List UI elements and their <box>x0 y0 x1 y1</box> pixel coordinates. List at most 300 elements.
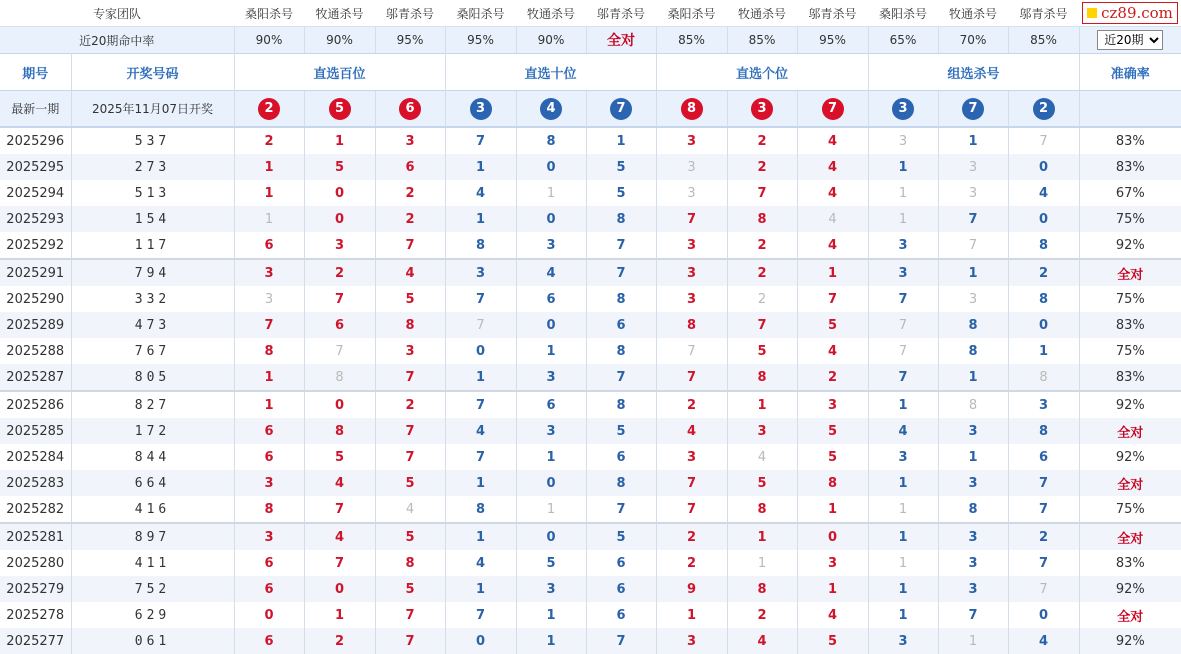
kill-cell: 7 <box>445 602 516 628</box>
expert-name: 牧通杀号 <box>516 0 586 27</box>
kill-cell: 8 <box>586 206 656 232</box>
accuracy-cell: 75% <box>1079 496 1181 523</box>
kill-cell: 2 <box>797 364 868 391</box>
kill-cell: 7 <box>656 496 727 523</box>
accuracy-cell: 67% <box>1079 180 1181 206</box>
kill-cell: 4 <box>797 206 868 232</box>
expert-name: 牧通杀号 <box>938 0 1008 27</box>
kill-cell: 3 <box>656 232 727 259</box>
draw-cell: 273 <box>71 154 234 180</box>
kill-cell: 1 <box>938 259 1008 286</box>
kill-cell: 7 <box>304 338 375 364</box>
hit-rate: 90% <box>516 27 586 54</box>
hit-rate: 90% <box>304 27 375 54</box>
expert-name: 桑阳杀号 <box>234 0 304 27</box>
kill-cell: 7 <box>586 496 656 523</box>
hit-rate: 70% <box>938 27 1008 54</box>
accuracy-cell: 83% <box>1079 364 1181 391</box>
period-cell: 2025282 <box>6 501 65 517</box>
accuracy-cell: 92% <box>1079 576 1181 602</box>
kill-cell: 5 <box>797 312 868 338</box>
kill-cell: 1 <box>445 206 516 232</box>
table-row <box>0 444 1181 470</box>
kill-cell: 1 <box>445 364 516 391</box>
table-row <box>0 523 1181 550</box>
kill-cell: 8 <box>938 391 1008 418</box>
kill-cell: 6 <box>516 286 586 312</box>
accuracy-cell: 75% <box>1079 286 1181 312</box>
kill-cell: 3 <box>656 444 727 470</box>
kill-cell: 4 <box>797 180 868 206</box>
kill-cell: 1 <box>938 364 1008 391</box>
latest-accuracy-empty <box>1079 91 1181 128</box>
period-cell: 2025280 <box>6 555 65 571</box>
kill-cell: 6 <box>516 391 586 418</box>
kill-cell: 7 <box>586 628 656 654</box>
kill-cell: 2 <box>727 259 797 286</box>
kill-cell: 3 <box>868 127 938 154</box>
kill-cell: 4 <box>304 470 375 496</box>
kill-cell: 2 <box>375 206 445 232</box>
latest-ball: 4 <box>540 98 562 120</box>
kill-cell: 1 <box>868 180 938 206</box>
kill-cell: 8 <box>797 470 868 496</box>
kill-cell: 7 <box>938 232 1008 259</box>
kill-cell: 7 <box>586 259 656 286</box>
kill-cell: 9 <box>656 576 727 602</box>
kill-cell: 4 <box>797 232 868 259</box>
draw-cell: 794 <box>71 259 234 286</box>
latest-ball: 2 <box>258 98 280 120</box>
draw-cell: 629 <box>71 602 234 628</box>
expert-name: 桑阳杀号 <box>656 0 727 27</box>
kill-cell: 7 <box>868 364 938 391</box>
kill-cell: 3 <box>938 550 1008 576</box>
period-range-select[interactable] <box>1097 30 1163 50</box>
kill-cell: 6 <box>234 628 304 654</box>
period-cell: 2025285 <box>0 418 71 444</box>
period-cell: 2025284 <box>6 449 65 465</box>
kill-cell: 6 <box>1008 444 1079 470</box>
kill-cell: 5 <box>586 180 656 206</box>
kill-cell: 4 <box>797 338 868 364</box>
kill-cell: 6 <box>586 550 656 576</box>
kill-cell: 1 <box>445 470 516 496</box>
kill-cell: 8 <box>727 576 797 602</box>
kill-cell: 4 <box>727 444 797 470</box>
expert-name: 桑阳杀号 <box>868 0 938 27</box>
accuracy-cell: 全对 <box>1079 602 1181 628</box>
expert-name: 桑阳杀号 <box>445 0 516 27</box>
kill-cell: 7 <box>727 312 797 338</box>
kill-cell: 8 <box>375 550 445 576</box>
kill-cell: 0 <box>445 628 516 654</box>
accuracy-cell: 83% <box>1079 312 1181 338</box>
kill-cell: 1 <box>234 206 304 232</box>
kill-cell: 4 <box>516 259 586 286</box>
expert-name: 邬青杀号 <box>586 0 656 27</box>
accuracy-cell: 全对 <box>1079 523 1181 550</box>
kill-cell: 8 <box>1008 286 1079 312</box>
kill-cell: 1 <box>234 180 304 206</box>
group-hundreds: 直选百位 <box>234 54 445 91</box>
latest-ball: 3 <box>892 98 914 120</box>
kill-cell: 8 <box>234 338 304 364</box>
kill-cell: 7 <box>656 338 727 364</box>
latest-date: 2025年11月07日开奖 <box>71 91 234 128</box>
kill-cell: 1 <box>445 154 516 180</box>
kill-cell: 1 <box>797 576 868 602</box>
kill-cell: 4 <box>304 523 375 550</box>
draw-cell: 172 <box>71 418 234 444</box>
period-cell: 2025295 <box>0 154 71 180</box>
kill-cell: 6 <box>586 602 656 628</box>
latest-ball: 7 <box>822 98 844 120</box>
table-row <box>0 602 1181 628</box>
col-period: 期号 <box>0 54 71 91</box>
kill-cell: 4 <box>1008 628 1079 654</box>
col-accuracy: 准确率 <box>1079 54 1181 91</box>
kill-cell: 2 <box>727 602 797 628</box>
kill-cell: 3 <box>868 444 938 470</box>
latest-ball: 3 <box>470 98 492 120</box>
kill-cell: 8 <box>234 496 304 523</box>
kill-cell: 1 <box>727 391 797 418</box>
draw-cell: 411 <box>71 550 234 576</box>
kill-cell: 1 <box>868 550 938 576</box>
kill-cell: 4 <box>868 418 938 444</box>
kill-cell: 3 <box>656 127 727 154</box>
hit-rate: 95% <box>445 27 516 54</box>
kill-cell: 0 <box>1008 206 1079 232</box>
kill-cell: 3 <box>868 232 938 259</box>
period-cell: 2025279 <box>0 576 71 602</box>
kill-cell: 3 <box>938 154 1008 180</box>
kill-cell: 7 <box>445 127 516 154</box>
kill-cell: 7 <box>868 338 938 364</box>
kill-cell: 8 <box>938 338 1008 364</box>
kill-cell: 8 <box>727 496 797 523</box>
kill-cell: 4 <box>375 496 445 523</box>
kill-cell: 3 <box>656 286 727 312</box>
kill-cell: 2 <box>375 391 445 418</box>
kill-cell: 8 <box>445 496 516 523</box>
kill-cell: 3 <box>234 286 304 312</box>
kill-cell: 0 <box>304 391 375 418</box>
logo-cell <box>1079 0 1181 27</box>
kill-cell: 7 <box>656 206 727 232</box>
kill-cell: 1 <box>868 391 938 418</box>
kill-cell: 1 <box>938 127 1008 154</box>
kill-cell: 0 <box>1008 154 1079 180</box>
team-label: 专家团队 <box>0 0 234 27</box>
kill-cell: 0 <box>516 154 586 180</box>
table-row <box>0 232 1181 259</box>
period-cell: 2025278 <box>6 607 65 623</box>
kill-cell: 1 <box>304 127 375 154</box>
kill-cell: 5 <box>375 576 445 602</box>
expert-name: 牧通杀号 <box>304 0 375 27</box>
kill-cell: 0 <box>797 523 868 550</box>
expert-name: 邬青杀号 <box>1008 0 1079 27</box>
kill-cell: 5 <box>586 154 656 180</box>
kill-cell: 0 <box>516 206 586 232</box>
kill-cell: 0 <box>516 523 586 550</box>
kill-cell: 3 <box>938 418 1008 444</box>
kill-cell: 7 <box>445 391 516 418</box>
latest-ball: 5 <box>329 98 351 120</box>
kill-cell: 4 <box>797 154 868 180</box>
hit-rate-label: 近20期命中率 <box>0 27 234 54</box>
kill-cell: 2 <box>1008 259 1079 286</box>
period-cell: 2025277 <box>0 628 71 654</box>
kill-cell: 6 <box>234 418 304 444</box>
kill-cell: 3 <box>656 154 727 180</box>
kill-cell: 3 <box>938 523 1008 550</box>
kill-cell: 3 <box>445 259 516 286</box>
period-cell: 2025283 <box>0 470 71 496</box>
kill-cell: 3 <box>234 523 304 550</box>
kill-cell: 3 <box>938 286 1008 312</box>
table-row <box>0 550 1181 576</box>
expert-name: 邬青杀号 <box>375 0 445 27</box>
period-cell: 2025288 <box>6 343 65 359</box>
accuracy-cell: 92% <box>1079 232 1181 259</box>
kill-cell: 3 <box>868 259 938 286</box>
kill-cell: 3 <box>234 470 304 496</box>
kill-cell: 3 <box>727 418 797 444</box>
kill-cell: 2 <box>304 628 375 654</box>
history-rows <box>0 127 1181 654</box>
kill-cell: 3 <box>516 418 586 444</box>
kill-cell: 2 <box>727 286 797 312</box>
draw-cell: 416 <box>71 496 234 523</box>
kill-cell: 3 <box>516 576 586 602</box>
kill-cell: 5 <box>375 523 445 550</box>
kill-cell: 7 <box>656 470 727 496</box>
kill-cell: 2 <box>656 391 727 418</box>
draw-cell: 664 <box>71 470 234 496</box>
kill-cell: 7 <box>375 418 445 444</box>
kill-cell: 8 <box>586 338 656 364</box>
draw-cell: 537 <box>71 127 234 154</box>
kill-cell: 1 <box>516 180 586 206</box>
kill-cell: 8 <box>1008 232 1079 259</box>
kill-cell: 2 <box>656 523 727 550</box>
kill-cell: 6 <box>234 444 304 470</box>
latest-ball: 8 <box>681 98 703 120</box>
kill-cell: 2 <box>1008 523 1079 550</box>
period-cell: 2025289 <box>0 312 71 338</box>
kill-cell: 3 <box>656 259 727 286</box>
kill-cell: 0 <box>234 602 304 628</box>
kill-cell: 8 <box>586 391 656 418</box>
kill-cell: 3 <box>868 628 938 654</box>
kill-cell: 7 <box>586 232 656 259</box>
kill-cell: 5 <box>586 523 656 550</box>
expert-header-row <box>0 0 1181 27</box>
kill-cell: 1 <box>727 550 797 576</box>
latest-ball: 3 <box>751 98 773 120</box>
kill-cell: 1 <box>727 523 797 550</box>
accuracy-cell: 83% <box>1079 127 1181 154</box>
kill-cell: 0 <box>304 576 375 602</box>
accuracy-cell: 75% <box>1079 338 1181 364</box>
kill-cell: 8 <box>938 312 1008 338</box>
kill-cell: 7 <box>375 364 445 391</box>
kill-cell: 5 <box>797 444 868 470</box>
kill-cell: 1 <box>516 602 586 628</box>
draw-cell: 805 <box>71 364 234 391</box>
accuracy-cell: 92% <box>1079 444 1181 470</box>
kill-cell: 5 <box>797 628 868 654</box>
kill-cell: 6 <box>234 232 304 259</box>
kill-cell: 8 <box>1008 418 1079 444</box>
table-row <box>0 628 1181 654</box>
col-draw: 开奖号码 <box>71 54 234 91</box>
draw-cell: 332 <box>71 286 234 312</box>
kill-cell: 7 <box>445 286 516 312</box>
table-row <box>0 180 1181 206</box>
period-select-cell <box>1079 27 1181 54</box>
kill-cell: 4 <box>445 418 516 444</box>
kill-cell: 1 <box>1008 338 1079 364</box>
draw-cell: 897 <box>71 523 234 550</box>
kill-cell: 1 <box>868 523 938 550</box>
kill-cell: 3 <box>797 391 868 418</box>
draw-cell: 827 <box>71 391 234 418</box>
kill-cell: 1 <box>234 364 304 391</box>
kill-cell: 4 <box>1008 180 1079 206</box>
kill-cell: 2 <box>727 127 797 154</box>
kill-cell: 8 <box>516 127 586 154</box>
site-logo[interactable] <box>1082 2 1178 24</box>
kill-cell: 1 <box>868 470 938 496</box>
accuracy-cell: 83% <box>1079 154 1181 180</box>
draw-cell: 767 <box>71 338 234 364</box>
kill-cell: 1 <box>797 496 868 523</box>
latest-ball: 6 <box>399 98 421 120</box>
kill-cell: 5 <box>304 444 375 470</box>
kill-cell: 7 <box>375 444 445 470</box>
kill-cell: 1 <box>868 576 938 602</box>
kill-cell: 0 <box>304 180 375 206</box>
group-units: 直选个位 <box>656 54 868 91</box>
kill-cell: 3 <box>516 232 586 259</box>
draw-cell: 752 <box>71 576 234 602</box>
kill-cell: 1 <box>938 628 1008 654</box>
kill-cell: 6 <box>234 550 304 576</box>
kill-cell: 1 <box>516 496 586 523</box>
kill-cell: 8 <box>938 496 1008 523</box>
hit-rate-row <box>0 27 1181 54</box>
kill-cell: 5 <box>375 286 445 312</box>
kill-cell: 7 <box>1008 127 1079 154</box>
table-row <box>0 576 1181 602</box>
kill-cell: 1 <box>868 496 938 523</box>
kill-cell: 5 <box>375 470 445 496</box>
kill-cell: 1 <box>516 628 586 654</box>
kill-cell: 0 <box>445 338 516 364</box>
kill-cell: 7 <box>304 286 375 312</box>
kill-cell: 7 <box>868 312 938 338</box>
kill-cell: 1 <box>445 523 516 550</box>
accuracy-cell: 全对 <box>1079 418 1181 444</box>
table-row <box>0 127 1181 154</box>
kill-cell: 1 <box>516 338 586 364</box>
kill-cell: 3 <box>516 364 586 391</box>
kill-cell: 2 <box>727 232 797 259</box>
latest-ball: 2 <box>1033 98 1055 120</box>
kill-cell: 7 <box>797 286 868 312</box>
kill-cell: 3 <box>797 550 868 576</box>
kill-cell: 5 <box>727 338 797 364</box>
kill-cell: 8 <box>1008 364 1079 391</box>
latest-row <box>0 91 1181 128</box>
kill-cell: 7 <box>375 602 445 628</box>
period-cell: 2025291 <box>0 259 71 286</box>
accuracy-cell: 全对 <box>1079 259 1181 286</box>
kill-cell: 0 <box>516 470 586 496</box>
hit-rate: 85% <box>656 27 727 54</box>
kill-cell: 7 <box>304 550 375 576</box>
draw-cell: 061 <box>71 628 234 654</box>
kill-cell: 1 <box>938 444 1008 470</box>
kill-cell: 7 <box>1008 576 1079 602</box>
kill-cell: 7 <box>1008 496 1079 523</box>
table-row <box>0 470 1181 496</box>
draw-cell: 473 <box>71 312 234 338</box>
kill-cell: 7 <box>445 444 516 470</box>
kill-cell: 8 <box>375 312 445 338</box>
kill-cell: 7 <box>375 232 445 259</box>
kill-cell: 8 <box>586 470 656 496</box>
kill-cell: 8 <box>304 418 375 444</box>
kill-cell: 2 <box>375 180 445 206</box>
kill-cell: 8 <box>727 364 797 391</box>
kill-cell: 7 <box>938 602 1008 628</box>
period-cell: 2025293 <box>0 206 71 232</box>
kill-cell: 5 <box>304 154 375 180</box>
kill-cell: 4 <box>727 628 797 654</box>
kill-cell: 6 <box>586 576 656 602</box>
kill-cell: 4 <box>656 418 727 444</box>
kill-cell: 1 <box>868 154 938 180</box>
kill-cell: 3 <box>304 232 375 259</box>
kill-cell: 7 <box>1008 470 1079 496</box>
latest-ball: 7 <box>610 98 632 120</box>
hit-rate: 65% <box>868 27 938 54</box>
hit-rate: 全对 <box>586 27 656 54</box>
kill-cell: 1 <box>516 444 586 470</box>
kill-cell: 1 <box>234 391 304 418</box>
kill-cell: 2 <box>234 127 304 154</box>
hit-rate: 95% <box>375 27 445 54</box>
table-row <box>0 154 1181 180</box>
hit-rate: 90% <box>234 27 304 54</box>
kill-cell: 5 <box>586 418 656 444</box>
kill-cell: 7 <box>1008 550 1079 576</box>
period-cell: 2025296 <box>6 133 65 149</box>
kill-cell: 0 <box>1008 312 1079 338</box>
kill-cell: 4 <box>797 602 868 628</box>
kill-cell: 3 <box>938 576 1008 602</box>
kill-cell: 2 <box>656 550 727 576</box>
table-row <box>0 259 1181 286</box>
kill-cell: 3 <box>938 180 1008 206</box>
hit-rate: 85% <box>1008 27 1079 54</box>
kill-cell: 7 <box>375 628 445 654</box>
